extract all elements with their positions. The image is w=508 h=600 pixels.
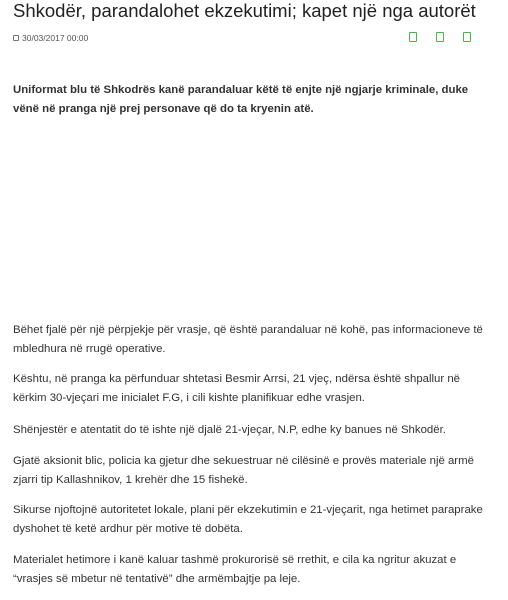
article-paragraph: Gjatë aksionit blic, policia ka gjetur dhe sekuestruar në cilësinë e provës materiale një armë zjarri tip Kallashnikov, 1 krehër dhe 15 fishekë. (13, 455, 474, 486)
article-date: 30/03/2017 00:00 (22, 33, 89, 43)
article-paragraph: Materialet hetimore i kanë kaluar tashmë prokurorisë së rrethit, e cila ka ngritur akuzat e “vrasjes së mbetur në tentativë” dhe armëmbajtje pa leje. (13, 554, 457, 585)
article-meta (13, 31, 88, 45)
share-icon-2[interactable] (436, 32, 444, 42)
article-paragraph: Kështu, në pranga ka përfunduar shtetasi Besmir Arrsi, 21 vjeç, ndërsa është shpallur në kërkim 30-vjeçari me inicialet F.G, i cili kishte planifikuar edhe vrasjen. (13, 373, 461, 404)
share-icon-3[interactable] (463, 32, 471, 42)
article-lead: Uniformat blu të Shkodrës kanë parandaluar këtë të enjte një ngjarje kriminale, duke vënë në pranga një prej personave që do ta kryenin atë. (13, 84, 469, 115)
share-icon-1[interactable] (409, 32, 417, 42)
share-icons (409, 32, 471, 42)
article-paragraph: Bëhet fjalë për një përpjekje për vrasje, që është parandaluar në kohë, pas informacioneve të mbledhura në rrugë operative. (13, 324, 483, 355)
article-paragraph: Sikurse njoftojnë autoritetet lokale, plani për ekzekutimin e 21-vjeçarit, nga hetimet paraprake dyshohet të ketë ardhur për motive të dobëta. (13, 504, 483, 535)
article-paragraph: Shënjestër e atentatit do të ishte një djalë 21-vjeçar, N.P, edhe ky banues në Shkodër. (13, 424, 446, 436)
clock-icon (13, 35, 19, 41)
article-title: Shkodër, parandalohet ekzekutimi; kapet një nga autorët (13, 0, 476, 21)
